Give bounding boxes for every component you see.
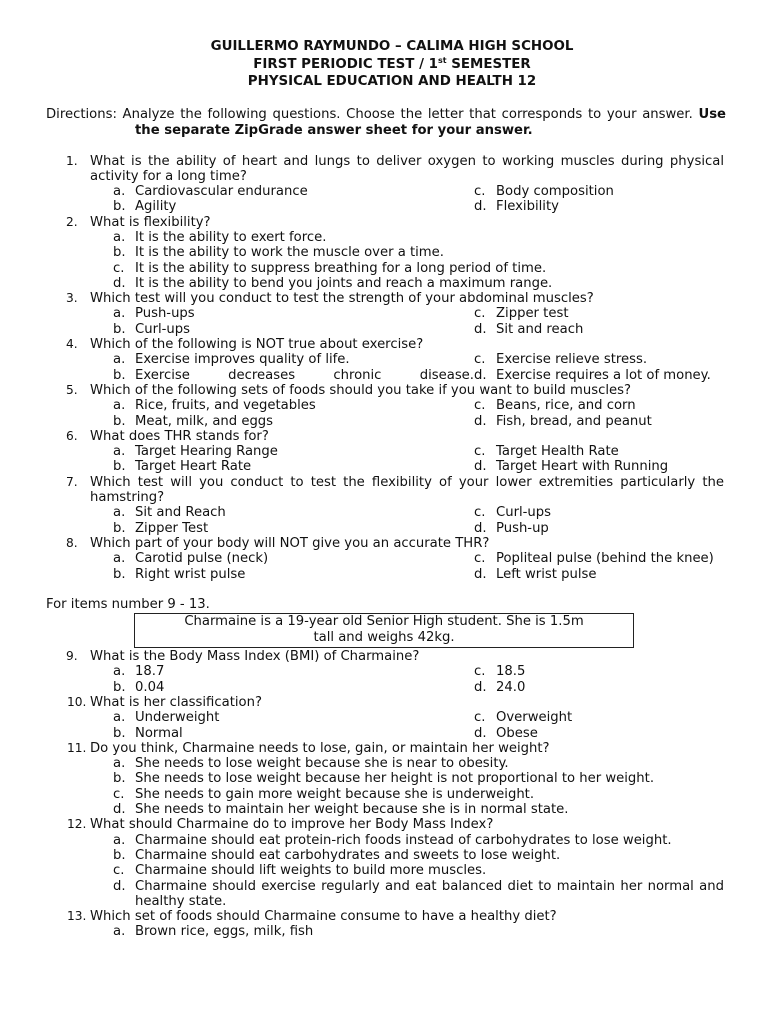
- option-letter: c.: [474, 184, 486, 200]
- question-number: 9.: [66, 649, 78, 664]
- option-text: Charmaine should exercise regularly and eat balanced diet to maintain her normal and healthy state.: [135, 878, 724, 909]
- question-text: Which of the following is NOT true about exercise?: [90, 337, 424, 353]
- option-text: Push-up: [496, 520, 549, 536]
- question-number: 1.: [66, 153, 78, 168]
- option-text: Curl-ups: [496, 505, 552, 521]
- option-text: 18.5: [496, 664, 526, 680]
- option-text: 24.0: [496, 679, 526, 695]
- answer-option: [113, 787, 724, 802]
- answer-options: [113, 398, 752, 429]
- option-text: Target Heart Rate: [135, 459, 252, 475]
- question-item: [46, 154, 748, 215]
- option-letter: a.: [113, 306, 126, 322]
- option-text: Flexibility: [496, 199, 559, 215]
- answer-option: [474, 444, 752, 459]
- option-letter: c.: [113, 863, 125, 879]
- question-number: 6.: [66, 428, 78, 443]
- answer-option: [113, 276, 724, 291]
- option-text: Target Health Rate: [496, 444, 619, 460]
- answer-option: [113, 924, 724, 939]
- option-text: Body composition: [496, 184, 614, 200]
- answer-option: [474, 199, 752, 214]
- question-item: [46, 536, 748, 582]
- question-number: 11.: [67, 740, 87, 755]
- answer-option: [474, 551, 752, 566]
- for-items-note: For items number 9 - 13.: [46, 596, 210, 612]
- option-letter: d.: [113, 878, 126, 894]
- option-text: Popliteal pulse (behind the knee): [496, 551, 714, 567]
- answer-option: [113, 521, 474, 536]
- question-item: [46, 741, 748, 817]
- answer-option: [113, 551, 474, 566]
- question-text: Which test will you conduct to test the strength of your abdominal muscles?: [90, 291, 594, 307]
- option-letter: a.: [113, 444, 126, 460]
- answer-option: [113, 726, 474, 741]
- option-text: Left wrist pulse: [496, 566, 597, 582]
- option-letter: a.: [113, 352, 126, 368]
- answer-option: [474, 398, 752, 413]
- option-text: 18.7: [135, 664, 165, 680]
- question-text: What is the Body Mass Index (BMI) of Charmaine?: [90, 649, 420, 665]
- question-item: [46, 475, 748, 536]
- option-text: She needs to lose weight because her height is not proportional to her weight.: [135, 771, 655, 787]
- question-item: [46, 383, 748, 429]
- option-text: Charmaine should eat carbohydrates and sweets to lose weight.: [135, 847, 561, 863]
- option-text: She needs to maintain her weight because she is in normal state.: [135, 802, 569, 818]
- option-letter: d.: [474, 199, 487, 215]
- answer-option: [113, 398, 474, 413]
- question-number: 13.: [67, 909, 87, 924]
- answer-option: [113, 771, 724, 786]
- option-letter: b.: [113, 771, 126, 787]
- option-letter: c.: [474, 551, 486, 567]
- answer-option: [474, 368, 752, 383]
- option-text: Sit and Reach: [135, 505, 226, 521]
- option-text: Rice, fruits, and vegetables: [135, 398, 316, 414]
- question-item: [46, 215, 748, 291]
- answer-options: [113, 505, 752, 536]
- answer-options: [113, 184, 752, 215]
- question-number: 2.: [66, 214, 78, 229]
- scenario-line-2: tall and weighs 42kg.: [313, 630, 455, 646]
- option-letter: d.: [474, 321, 487, 337]
- option-text: Obese: [496, 725, 538, 741]
- option-letter: a.: [113, 756, 126, 772]
- subject-title: PHYSICAL EDUCATION AND HEALTH 12: [247, 74, 537, 89]
- option-letter: d.: [474, 566, 487, 582]
- question-number: 12.: [67, 817, 87, 832]
- question-text: What is the ability of heart and lungs to deliver oxygen to working muscles during physical activity for a long time?: [90, 153, 724, 184]
- option-text: Target Heart with Running: [496, 459, 669, 475]
- answer-option: [474, 414, 752, 429]
- question-list-b: [46, 649, 748, 940]
- question-item: [46, 337, 748, 383]
- option-letter: a.: [113, 184, 126, 200]
- option-text: Overweight: [496, 710, 573, 726]
- answer-option: [113, 505, 474, 520]
- option-text: Exercise requires a lot of money.: [496, 367, 711, 383]
- answer-option: [113, 199, 474, 214]
- question-text: Which of the following sets of foods should you take if you want to build muscles?: [90, 382, 631, 398]
- answer-option: [474, 184, 752, 199]
- question-number: 10.: [67, 695, 87, 709]
- option-letter: d.: [113, 802, 126, 818]
- option-text: Cardiovascular endurance: [135, 184, 308, 200]
- answer-option: [474, 664, 752, 679]
- answer-options: [113, 664, 752, 695]
- option-letter: d.: [113, 275, 126, 291]
- answer-options: [113, 551, 752, 582]
- option-letter: a.: [113, 398, 126, 414]
- option-letter: b.: [113, 321, 126, 337]
- answer-options: [113, 352, 752, 383]
- option-letter: a.: [113, 229, 126, 245]
- answer-option: [474, 710, 752, 725]
- option-text: Normal: [135, 725, 183, 741]
- answer-option: [113, 710, 474, 725]
- option-text: It is the ability to suppress breathing for a long period of time.: [135, 260, 547, 276]
- option-letter: d.: [474, 367, 487, 383]
- option-letter: c.: [474, 352, 486, 368]
- option-letter: c.: [474, 710, 486, 726]
- option-text: Underweight: [135, 710, 220, 726]
- scenario-line-1: Charmaine is a 19-year old Senior High student. She is 1.5m: [184, 614, 584, 630]
- answer-option: [113, 261, 724, 276]
- answer-option: [113, 664, 474, 679]
- answer-options: [113, 444, 752, 475]
- question-text: What does THR stands for?: [90, 428, 269, 444]
- option-letter: b.: [113, 566, 126, 582]
- question-number: 4.: [66, 337, 78, 352]
- option-letter: b.: [113, 725, 126, 741]
- option-text: Zipper test: [496, 306, 569, 322]
- option-text: Exercise improves quality of life.: [135, 352, 350, 368]
- option-letter: c.: [474, 444, 486, 460]
- answer-options: [113, 230, 724, 291]
- option-letter: b.: [113, 367, 126, 383]
- answer-option: [113, 444, 474, 459]
- option-letter: b.: [113, 199, 126, 215]
- test-title: FIRST PERIODIC TEST / 1st SEMESTER: [253, 55, 531, 72]
- answer-option: [474, 459, 752, 474]
- answer-option: [113, 230, 724, 245]
- answer-option: [474, 521, 752, 536]
- answer-option: [113, 680, 474, 695]
- question-number: 7.: [66, 474, 78, 489]
- option-letter: d.: [474, 520, 487, 536]
- option-letter: c.: [474, 306, 486, 322]
- answer-options: [113, 756, 724, 817]
- answer-option: [474, 352, 752, 367]
- question-text: Which test will you conduct to test the flexibility of your lower extremities particularly the hamstring?: [90, 474, 724, 506]
- answer-option: [113, 879, 724, 910]
- question-text: What is flexibility?: [90, 214, 211, 230]
- question-number: 5.: [66, 382, 78, 397]
- answer-option: [113, 322, 474, 337]
- answer-option: [113, 414, 474, 429]
- question-item: [46, 649, 748, 695]
- question-item: [46, 291, 748, 337]
- option-letter: a.: [113, 664, 126, 680]
- option-text: Fish, bread, and peanut: [496, 413, 652, 429]
- option-text: Brown rice, eggs, milk, fish: [135, 924, 314, 940]
- answer-option: [474, 322, 752, 337]
- question-item: [46, 429, 748, 475]
- option-text: Charmaine should eat protein-rich foods instead of carbohydrates to lose weight.: [135, 832, 672, 848]
- option-letter: a.: [113, 832, 126, 848]
- option-letter: b.: [113, 459, 126, 475]
- option-letter: c.: [474, 664, 486, 680]
- option-letter: b.: [113, 520, 126, 536]
- option-letter: c.: [474, 505, 486, 521]
- answer-option: [113, 567, 474, 582]
- option-letter: a.: [113, 505, 126, 521]
- option-text: Beans, rice, and corn: [496, 398, 636, 414]
- question-text: What is her classification?: [90, 695, 262, 710]
- answer-option: [474, 306, 752, 321]
- option-text: It is the ability to work the muscle over a time.: [135, 245, 444, 261]
- directions-text: Directions: Analyze the following questions. Choose the letter that corresponds to your answer.: [46, 106, 699, 122]
- answer-option: [113, 833, 724, 848]
- option-letter: a.: [113, 710, 126, 726]
- answer-option: [113, 368, 474, 383]
- option-letter: a.: [113, 924, 126, 940]
- answer-option: [113, 863, 724, 878]
- answer-option: [113, 306, 474, 321]
- option-letter: d.: [474, 413, 487, 429]
- option-text: She needs to lose weight because she is near to obesity.: [135, 756, 509, 772]
- answer-option: [113, 756, 724, 771]
- option-text: Target Hearing Range: [135, 444, 278, 460]
- directions-bold: Use the separate ZipGrade answer sheet for your answer.: [135, 106, 726, 138]
- scenario-box: [134, 613, 634, 648]
- option-letter: c.: [113, 786, 125, 802]
- answer-option: [474, 726, 752, 741]
- option-text: Agility: [135, 199, 177, 215]
- option-text: Exercise relieve stress.: [496, 352, 648, 368]
- option-letter: b.: [113, 847, 126, 863]
- option-text: Meat, milk, and eggs: [135, 413, 274, 429]
- question-text: What should Charmaine do to improve her Body Mass Index?: [90, 817, 494, 833]
- option-letter: d.: [474, 725, 487, 741]
- option-text: It is the ability to exert force.: [135, 229, 327, 245]
- option-text: It is the ability to bend you joints and reach a maximum range.: [135, 275, 553, 291]
- option-letter: c.: [474, 398, 486, 414]
- answer-option: [113, 802, 724, 817]
- answer-option: [113, 848, 724, 863]
- question-number: 3.: [66, 291, 78, 306]
- answer-option: [113, 352, 474, 367]
- answer-option: [474, 680, 752, 695]
- option-text: Push-ups: [135, 306, 195, 322]
- option-letter: b.: [113, 413, 126, 429]
- option-text: She needs to gain more weight because she is underweight.: [135, 786, 535, 802]
- answer-options: [113, 306, 752, 337]
- option-text: Curl-ups: [135, 321, 191, 337]
- school-name: GUILLERMO RAYMUNDO – CALIMA HIGH SCHOOL: [210, 39, 574, 54]
- question-text: Do you think, Charmaine needs to lose, gain, or maintain her weight?: [90, 740, 550, 756]
- answer-options: [113, 924, 724, 939]
- question-item: [46, 817, 748, 909]
- option-letter: d.: [474, 459, 487, 475]
- option-letter: d.: [474, 679, 487, 695]
- answer-option: [474, 567, 752, 582]
- option-text: 0.04: [135, 679, 165, 695]
- answer-options: [113, 710, 752, 741]
- question-list-a: [46, 154, 748, 582]
- answer-option: [474, 505, 752, 520]
- question-text: Which set of foods should Charmaine consume to have a healthy diet?: [90, 909, 557, 925]
- answer-options: [113, 833, 724, 909]
- question-number: 8.: [66, 535, 78, 550]
- option-text: Zipper Test: [135, 520, 209, 536]
- option-text: Carotid pulse (neck): [135, 551, 269, 567]
- option-text: Sit and reach: [496, 321, 584, 337]
- directions: [46, 107, 726, 140]
- answer-option: [113, 245, 724, 260]
- option-text: Right wrist pulse: [135, 566, 246, 582]
- option-letter: c.: [113, 260, 125, 276]
- answer-option: [113, 184, 474, 199]
- option-letter: a.: [113, 551, 126, 567]
- answer-option: [113, 459, 474, 474]
- question-item: [46, 695, 748, 741]
- option-text: Charmaine should lift weights to build more muscles.: [135, 863, 487, 879]
- document-header: [26, 38, 758, 91]
- question-text: Which part of your body will NOT give you an accurate THR?: [90, 535, 490, 551]
- question-item: [46, 909, 748, 940]
- option-letter: b.: [113, 245, 126, 261]
- option-letter: b.: [113, 679, 126, 695]
- option-text: Exercise decreases chronic disease.: [135, 367, 474, 383]
